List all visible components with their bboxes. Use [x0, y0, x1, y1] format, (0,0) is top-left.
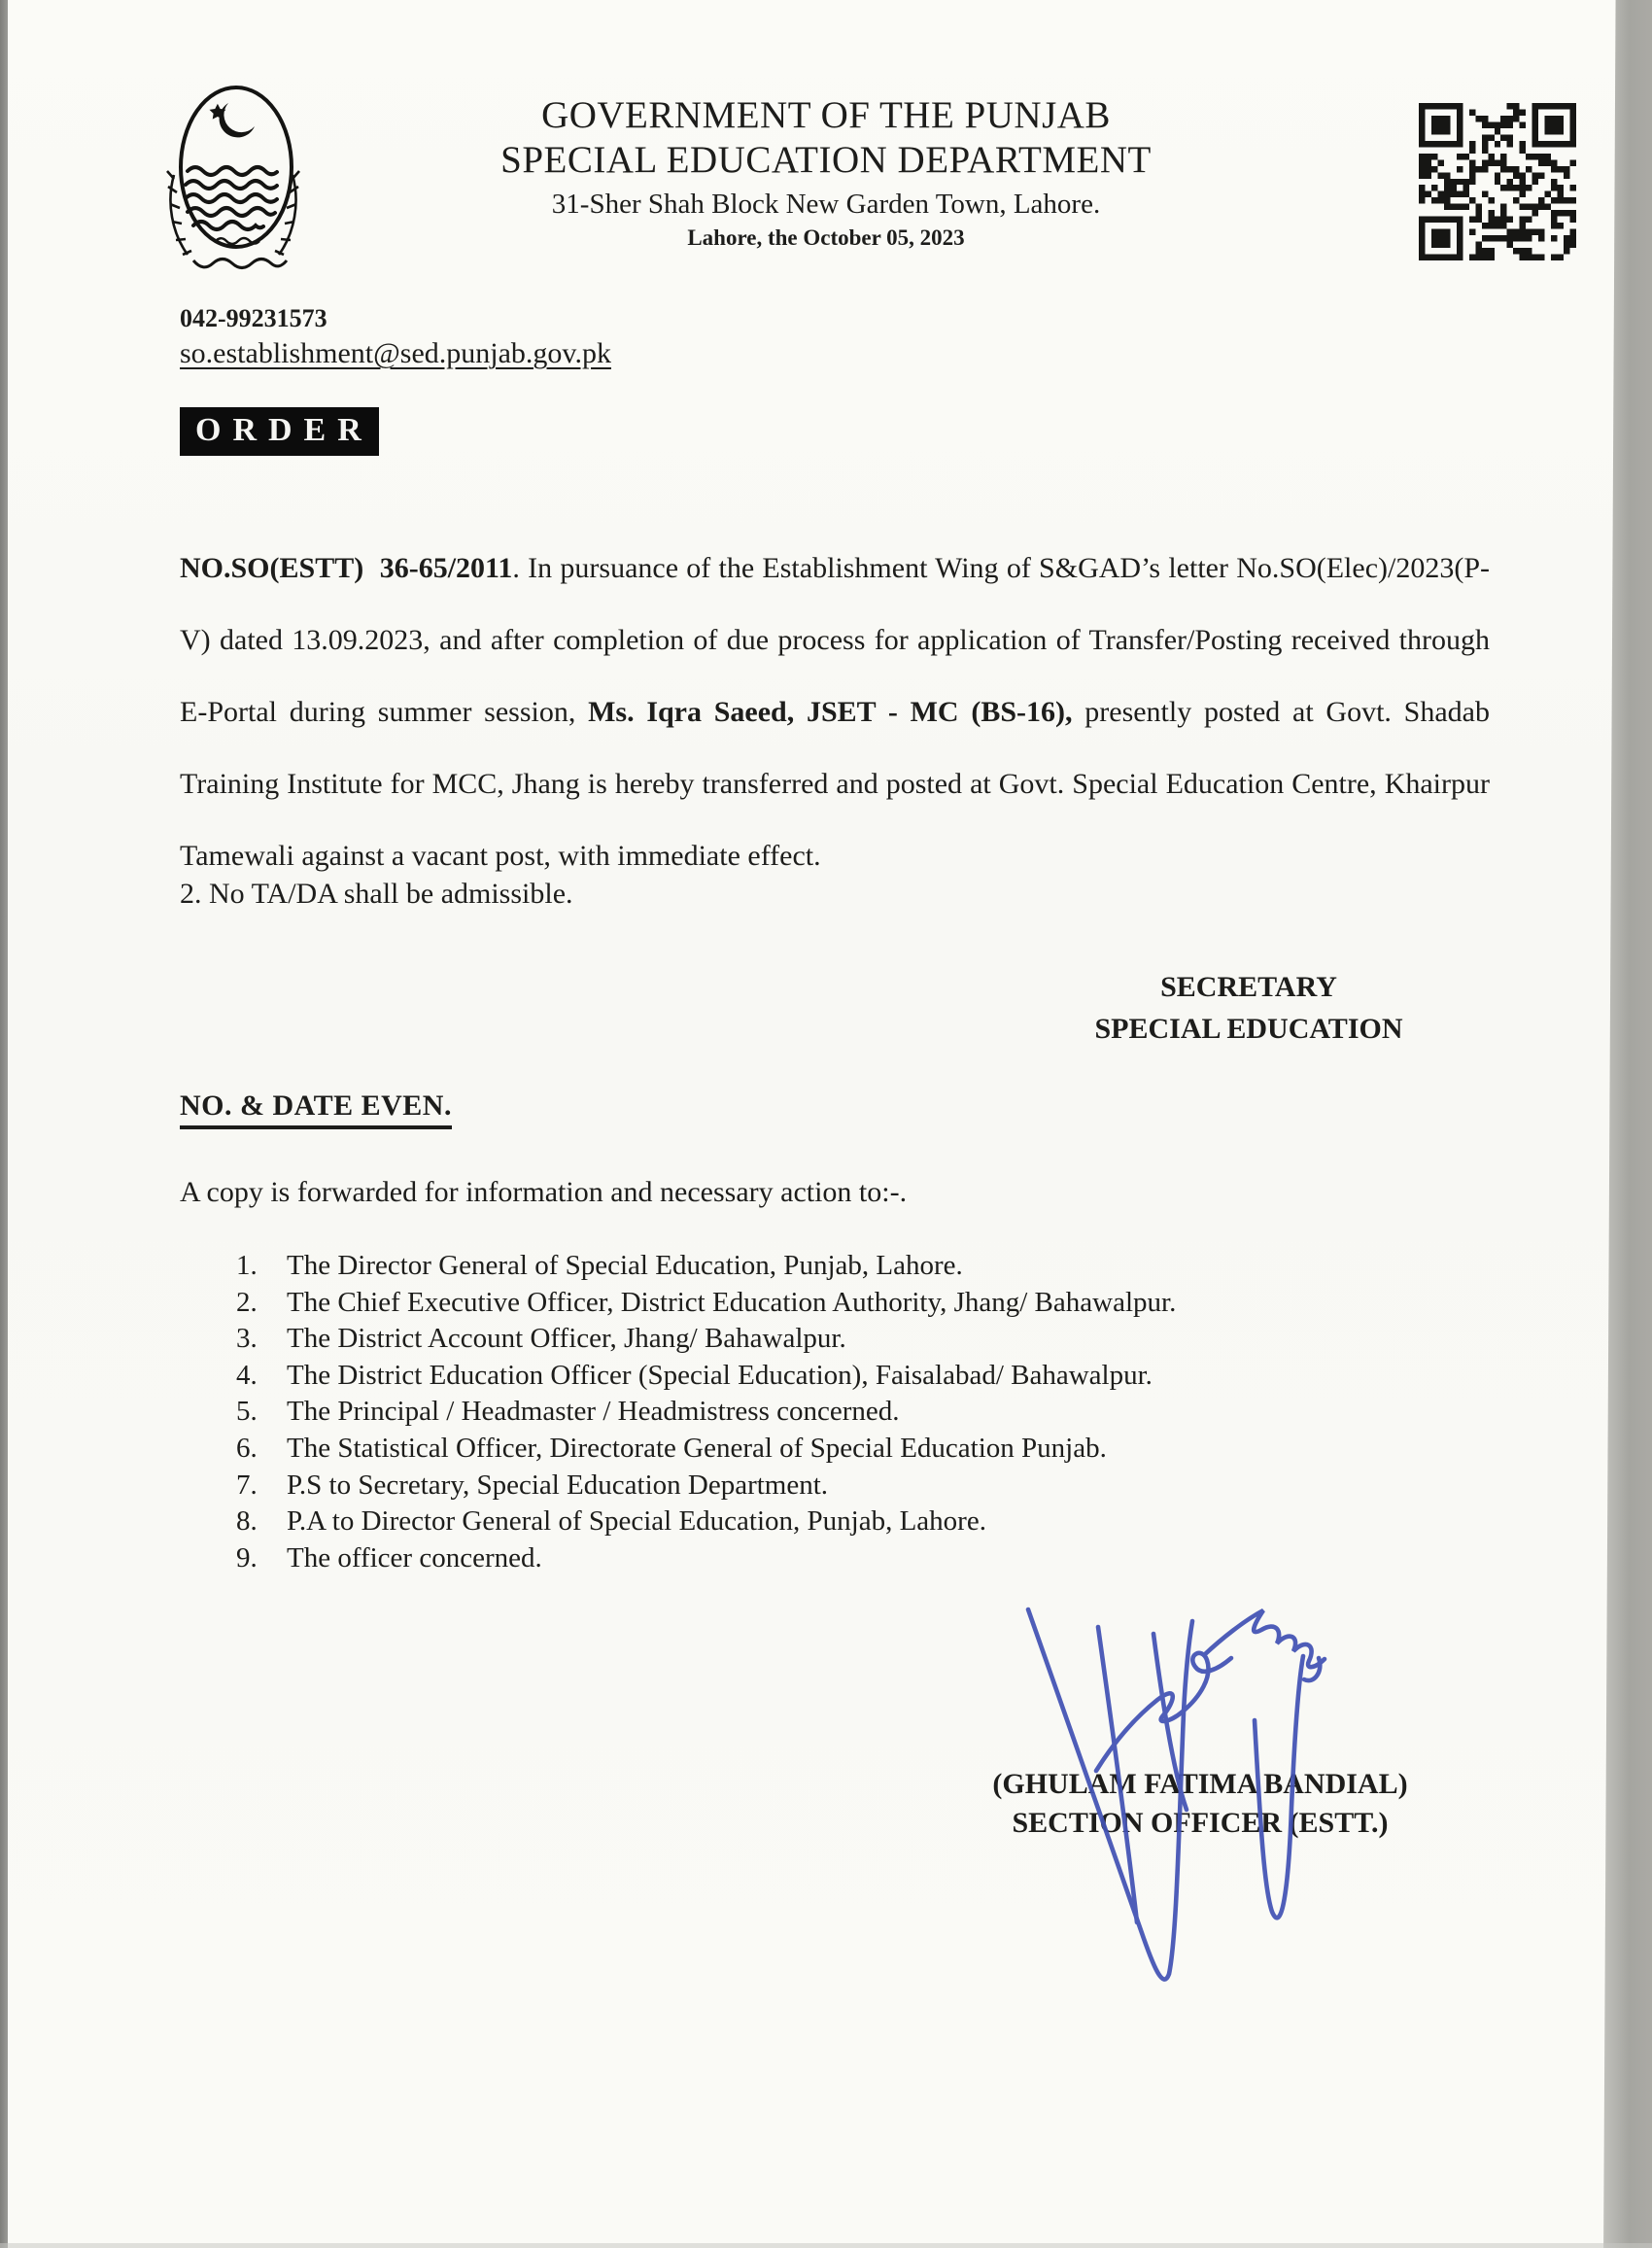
recipient-item: The District Account Officer, Jhang/ Bahawalpur. [287, 1323, 846, 1355]
order-heading: ORDER [180, 407, 379, 456]
letter-date: Lahore, the October 05, 2023 [687, 225, 965, 250]
section-officer-signatory [933, 1765, 1467, 1843]
clause-no-tada: 2. No TA/DA shall be admissible. [180, 878, 573, 910]
even-number-heading: NO. & DATE EVEN. [180, 1089, 452, 1129]
recipient-item: The Director General of Special Education, Punjab, Lahore. [287, 1250, 963, 1281]
phone-number: 042-99231573 [180, 304, 327, 332]
dept-address: 31-Sher Shah Block New Garden Town, Lahore. [551, 189, 1101, 220]
recipient-item: The District Education Officer (Special Education), Faisalabad/ Bahawalpur. [287, 1359, 1153, 1391]
scan-edge-bottom [0, 2243, 1652, 2248]
punjab-government-logo [158, 82, 308, 276]
scan-edge-right [1601, 0, 1652, 2248]
qr-code [1419, 103, 1576, 260]
org-title: GOVERNMENT OF THE PUNJAB [541, 94, 1111, 136]
forward-line: A copy is forwarded for information and necessary action to:-. [180, 1176, 908, 1208]
recipient-item: The Principal / Headmaster / Headmistress concerned. [287, 1396, 900, 1428]
order-body-paragraph [180, 533, 1490, 892]
transferee-name: Ms. Iqra Saeed, JSET - MC (BS-16), [588, 696, 1073, 728]
email-address: so.establishment@sed.punjab.gov.pk [180, 337, 611, 369]
officer-name: (GHULAM FATIMA BANDIAL) [992, 1768, 1408, 1800]
body-text-1: . In pursuance of the Establishment Wing of S&GAD’s letter No.SO(Elec)/2023(P-V) dated 13.09.2023, and after completion of due process for application of Transfer/Posting received through E-Portal during summer session, [180, 552, 1491, 728]
secretary-signatory [1030, 966, 1467, 1050]
recipient-item: The Statistical Officer, Directorate General of Special Education Punjab. [287, 1432, 1107, 1464]
secretary-line2: SPECIAL EDUCATION [1094, 1013, 1403, 1045]
dept-title: SPECIAL EDUCATION DEPARTMENT [500, 139, 1152, 181]
contact-block [180, 303, 611, 373]
officer-title: SECTION OFFICER (ESTT.) [1012, 1807, 1389, 1839]
scan-edge-left [0, 0, 8, 2248]
recipient-item: The officer concerned. [287, 1541, 542, 1574]
recipient-item: P.S to Secretary, Special Education Department. [287, 1469, 829, 1501]
reference-number: NO.SO(ESTT) 36-65/2011 [180, 552, 513, 584]
recipient-item: The Chief Executive Officer, District Education Authority, Jhang/ Bahawalpur. [287, 1286, 1177, 1318]
body-text-2: presently posted at Govt. Shadab Training Institute for MCC, Jhang is hereby transferred and posted at Govt. Special Education Centre, Khairpur Tamewali against a vacant post, with immediate effect. [180, 696, 1490, 872]
recipient-item: P.A to Director General of Special Education, Punjab, Lahore. [287, 1505, 986, 1538]
recipients-list [236, 1248, 1176, 1576]
letterhead [389, 93, 1263, 252]
secretary-line1: SECRETARY [1160, 971, 1337, 1003]
